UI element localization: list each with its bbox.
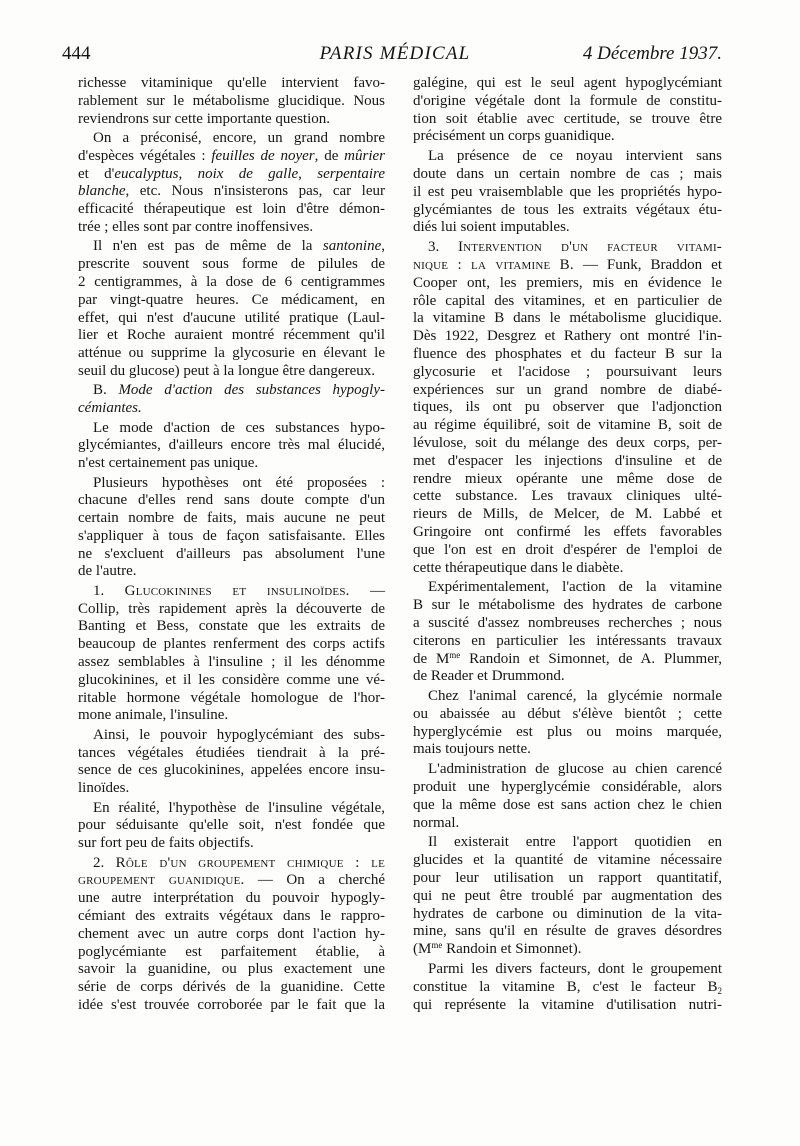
text-line: glycémiantes de tous les extraits végétaux étu- [413,201,722,218]
text-line: atténue ou supprime la glycosurie en élevant le [78,345,385,362]
text-line: seuil du glucose) peut à la longue être dangereux. [78,362,375,379]
paragraph [78,238,385,380]
text-line [78,855,385,873]
text-line: n'est certainement pas unique. [78,455,259,472]
paragraph [78,475,385,582]
text-run: — [349,582,386,599]
small-caps-heading: nique : la vitamine B. [413,256,574,273]
superscript: me [431,940,443,951]
text-line: qui ne peut être troublé par augmentation des [413,887,722,904]
text-line: Ainsi, le pouvoir hypoglycémiant des subs- [93,726,385,743]
paragraph [78,75,385,128]
superscript: me [449,649,461,660]
text-line [413,257,722,275]
text-column-left [78,75,385,1015]
text-line [413,941,722,959]
text-line [78,583,385,601]
text-line: Chez l'animal carencé, la glycémie normale [428,688,722,705]
paragraph [78,727,385,798]
issue-date: 4 Décembre 1937. [582,43,722,64]
text-line: pour leur utilisation un rapport quantitatif, [413,870,722,887]
text-run: , [381,238,385,255]
text-run: 1. [93,582,125,599]
text-line: idée s'est trouvée corroborée par le fait que la [78,996,385,1013]
italic-text: Mode d'action des substances hypogly- [118,382,385,399]
text-line [78,400,385,418]
paragraph [78,800,385,853]
page-number: 444 [62,43,91,64]
text-line: citerons en particulier les intéressants travaux [413,632,722,649]
text-line: B sur le métabolisme des hydrates de carbone [413,597,722,614]
text-line: lévulose, soit du mélange des deux corps, per- [413,434,722,451]
text-run: 3. [428,239,458,256]
subscript: 2 [717,985,722,996]
text-run: et d' [78,165,115,182]
text-line: sence de ces glucokinines, appelées encore insu- [78,762,385,779]
text-run: Randoin et Simonnet). [442,941,582,958]
text-line: cémiant des extraits végétaux dans le rappro- [78,908,385,924]
text-line: rôle capital des vitamines, et en particulier de [413,292,722,309]
text-run: — On a cherché [244,872,385,889]
text-column-right [413,75,722,1014]
paragraph [78,382,385,418]
text-line: cette thérapeutique dans le diabète. [413,559,624,576]
text-line [78,238,385,256]
paragraph [78,855,385,1015]
text-line: richesse vitaminique qu'elle intervient favo- [78,75,385,91]
text-line: Collip, très rapidement après la découverte de [78,600,385,617]
text-line: linoïdes. [78,780,130,797]
text-line: de l'autre. [78,563,137,580]
text-line: Parmi les divers facteurs, dont le groupement [428,961,722,978]
text-run: 2. [93,854,116,871]
text-line: par vingt-quatre heures. Ce médicament, en [78,291,385,308]
text-line [78,382,385,400]
text-line: La présence de ce noyau intervient sans [428,148,722,165]
small-caps-heading: Rôle d'un groupement chimique : le [115,854,385,871]
text-line: ritable hormone végétale homologue de l'hor- [78,689,385,706]
text-line: L'administration de glucose au chien carencé [428,761,722,778]
italic-text: blanche [78,183,126,200]
text-line: ou abaissée au début s'élève bientôt ; cette [413,705,722,722]
text-line: efficacité thérapeutique est loin d'être démon- [78,201,385,218]
text-line: En réalité, l'hypothèse de l'insuline végétale, [93,799,385,816]
text-line [78,872,385,890]
text-line: poglycémiante est parfaitement établie, à [78,943,385,960]
text-line: tances végétales étudiées tiendrait à la pré- [78,744,385,761]
text-line: Expérimentalement, l'action de la vitamine [428,579,722,596]
italic-text: santonine [322,238,382,255]
text-line: trée ; elles sont par contre inoffensives. [78,218,314,235]
text-line: rendre mieux opérante une même dose de [413,470,722,487]
text-line: On a préconisé, encore, un grand nombre [93,129,385,146]
text-line: fluence des phosphates et du facteur B sur la [413,345,722,362]
text-line: série de corps dérivés de la guanidine. Cette [78,979,385,996]
text-run: constitue la vitamine B, c'est le facteur B [413,978,718,995]
text-line: doute dans un certain nombre de cas ; mais [413,165,722,182]
text-line: 2 centigrammes, à la dose de 6 centigrammes [78,273,385,290]
paragraph [78,420,385,473]
text-line: effet, qui n'est d'aucune utilité pratique (Laul- [78,309,385,326]
journal-title: PARIS MÉDICAL [319,43,471,64]
text-run: — Funk, Braddon et [573,256,722,273]
paragraph [413,834,722,959]
text-line: mine, sans qu'il en résulte de graves désordres [413,923,722,940]
text-line: met d'espacer les injections d'insuline et de [413,452,722,469]
text-run: de M [413,650,450,667]
text-line: la vitamine B dans le métabolisme glucidique. [413,310,722,327]
text-line: au régime équilibré, soit de vitamine B, soit de [413,417,722,434]
italic-text: mûrier [344,147,385,164]
text-line: Cooper ont, les premiers, mis en évidence le [413,274,722,291]
text-line: glycémiantes, d'ailleurs encore très mal élucidé, [78,437,385,454]
text-line: chement avec un autre corps dont l'action hy- [78,925,385,942]
text-line: rieurs de Mills, de Melcer, de M. Labbé et [413,506,722,523]
text-line: s'appliquer à tous de façon satisfaisante. Elles [78,527,385,544]
text-line [413,239,722,257]
text-run: Randoin et Simonnet, de A. Plummer, [460,650,723,667]
text-line: tion soit établie avec certitude, se trouve être [413,110,722,127]
text-line: prescrite souvent sous forme de pilules de [78,256,385,273]
text-line: chacune d'elles rend sans doute compte d'un [78,492,385,509]
paragraph [413,579,722,686]
paragraph [413,148,722,237]
text-line [413,979,722,997]
text-run: , de [314,147,345,164]
text-line: sur fort peu de faits objectifs. [78,835,254,852]
text-line: hydrates de carbone ou diminution de la vita- [413,905,722,922]
paragraph [413,761,722,832]
text-line [78,148,385,166]
text-line: reviendrons sur cette importante question. [78,110,331,127]
text-line: hyperglycémie est plus ou moins marquée, [413,723,722,740]
text-line: expériences sur un grand nombre de diabé- [413,381,722,398]
text-line: d'origine végétale dont la formule de constitu- [413,92,722,109]
paragraph [413,239,722,577]
text-line: ne s'excluent d'ailleurs pas absolument l'une [78,545,385,562]
paragraph [413,688,722,759]
text-line: a suscité d'assez nombreuses recherches ; nous [413,614,722,631]
text-line: rablement sur le métabolisme glucidique. Nous [78,92,385,109]
small-caps-heading: groupement guanidique. [78,872,245,889]
paragraph [413,75,722,146]
text-line: cette substance. Les travaux cliniques ulté- [413,488,722,505]
italic-text: serpentaire [317,165,385,182]
text-line: lier et Roche auraient montré récemment qu'il [78,327,385,344]
text-line: Il existerait entre l'apport quotidien en [428,834,722,851]
text-line: mais toujours nette. [413,741,531,758]
text-line: assez semblables à l'insuline ; il les dénomme [78,654,385,671]
text-line: tiques, ils ont pu observer que l'adjonction [413,399,722,416]
text-line: Dès 1922, Desgrez et Rathery ont montré l'in- [413,328,722,345]
italic-text: feuilles de noyer [211,147,315,164]
text-line: pour séduisante qu'elle soit, n'est fondée que [78,817,385,834]
text-line: normal. [413,814,460,831]
text-line: il est peu vraisemblable que les propriétés hypo- [413,183,722,200]
text-line: beaucoup de plantes renferment des corps actifs [78,636,385,653]
paragraph [413,961,722,1014]
text-line: glycosurie et l'acidose ; poursuivant leurs [413,363,722,380]
text-line: savoir la guanidine, ou plus exactement une [78,961,385,978]
text-line: Banting et Bess, constate que les extraits de [78,618,385,635]
text-line: de Reader et Drummond. [413,668,565,685]
text-line: galégine, qui est le seul agent hypoglycémiant [413,75,722,91]
italic-text: noix de galle [197,165,299,182]
text-line: mone animale, l'insuline. [78,707,229,724]
text-line: Plusieurs hypothèses ont été proposées : [93,474,385,491]
text-line: produit une hyperglycémie considérable, alors [413,779,722,796]
text-line: glucides et la quantité de vitamine nécessaire [413,852,722,869]
text-line: Le mode d'action de ces substances hypo- [93,419,385,436]
text-run: d'espèces végétales : [78,147,212,164]
small-caps-heading: Glucokinines et insulinoïdes. [124,582,350,599]
text-line [413,651,722,669]
text-line: une autre interprétation du pouvoir hypogly- [78,890,385,907]
text-line: certain nombre de faits, mais aucune ne peut [78,510,385,527]
small-caps-heading: Intervention d'un facteur vitami- [457,239,723,256]
text-line: que la même dose est sans action chez le chien [413,796,722,813]
text-line: qui représente la vitamine d'utilisation nutri- [413,996,722,1013]
text-run: , [178,165,198,182]
italic-text: eucalyptus [114,165,179,182]
italic-text: cémiantes. [78,400,142,417]
text-run: , etc. Nous n'insisterons pas, car leur [125,183,385,200]
paragraph [78,583,385,725]
text-run: (M [413,941,432,958]
text-line [78,166,385,184]
paragraph [78,130,385,237]
text-run: B. [93,382,119,399]
text-run: Il n'en est pas de même de la [93,238,323,255]
text-run: , [298,165,318,182]
text-line: que l'on est en droit d'espérer de l'emploi de [413,541,722,558]
text-line: glucokinines, et il les considère comme une vé- [78,671,385,688]
text-line: Gringoire ont confirmé les effets favorables [413,523,722,540]
text-line: diés lui soient imputables. [413,219,570,236]
text-line: précisément un corps guanidique. [413,128,615,145]
text-line [78,183,385,201]
